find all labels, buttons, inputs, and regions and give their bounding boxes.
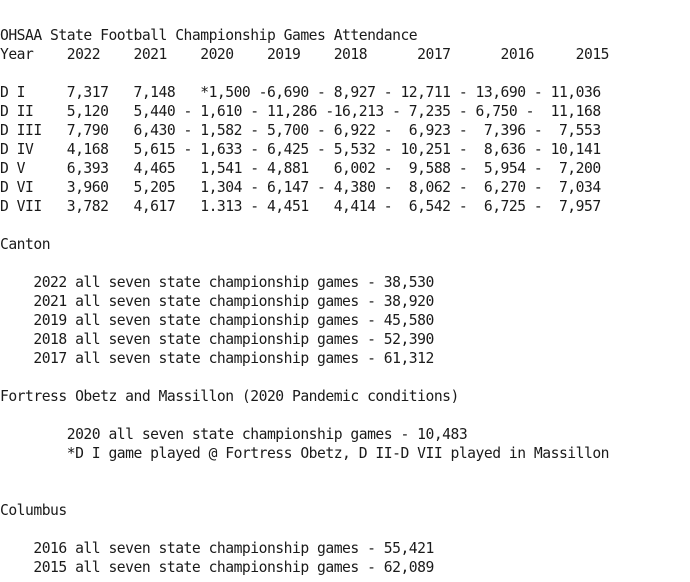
table-row: D III 7,790 6,430 - 1,582 - 5,700 - 6,922 - 6,923 - 7,396 - 7,553 xyxy=(0,122,601,139)
table-row: D I 7,317 7,148 *1,500 -6,690 - 8,927 - 12,711 - 13,690 - 11,036 xyxy=(0,84,601,101)
document-title: OHSAA State Football Championship Games Attendance xyxy=(0,27,418,44)
fortress-note-line: *D I game played @ Fortress Obetz, D II-D VII played in Massillon xyxy=(0,445,610,462)
canton-line: 2022 all seven state championship games - 38,530 xyxy=(0,274,434,291)
table-row: D IV 4,168 5,615 - 1,633 - 6,425 - 5,532 - 10,251 - 8,636 - 10,141 xyxy=(0,141,601,158)
section-heading-fortress: Fortress Obetz and Massillon (2020 Pandemic conditions) xyxy=(0,388,459,405)
table-row: D VII 3,782 4,617 1.313 - 4,451 4,414 - 6,542 - 6,725 - 7,957 xyxy=(0,198,601,215)
fortress-line: 2020 all seven state championship games - 10,483 xyxy=(0,426,468,443)
columbus-line: 2015 all seven state championship games - 62,089 xyxy=(0,559,434,576)
canton-line: 2021 all seven state championship games - 38,920 xyxy=(0,293,434,310)
section-heading-columbus: Columbus xyxy=(0,502,67,519)
canton-line: 2017 all seven state championship games - 61,312 xyxy=(0,350,434,367)
canton-line: 2019 all seven state championship games - 45,580 xyxy=(0,312,434,329)
table-row: D II 5,120 5,440 - 1,610 - 11,286 -16,213 - 7,235 - 6,750 - 11,168 xyxy=(0,103,601,120)
table-row: D V 6,393 4,465 1,541 - 4,881 6,002 - 9,588 - 5,954 - 7,200 xyxy=(0,160,601,177)
table-header-row: Year 2022 2021 2020 2019 2018 2017 2016 2015 xyxy=(0,46,610,63)
columbus-line: 2016 all seven state championship games - 55,421 xyxy=(0,540,434,557)
table-row: D VI 3,960 5,205 1,304 - 6,147 - 4,380 - 8,062 - 6,270 - 7,034 xyxy=(0,179,601,196)
canton-line: 2018 all seven state championship games - 52,390 xyxy=(0,331,434,348)
section-heading-canton: Canton xyxy=(0,236,51,253)
